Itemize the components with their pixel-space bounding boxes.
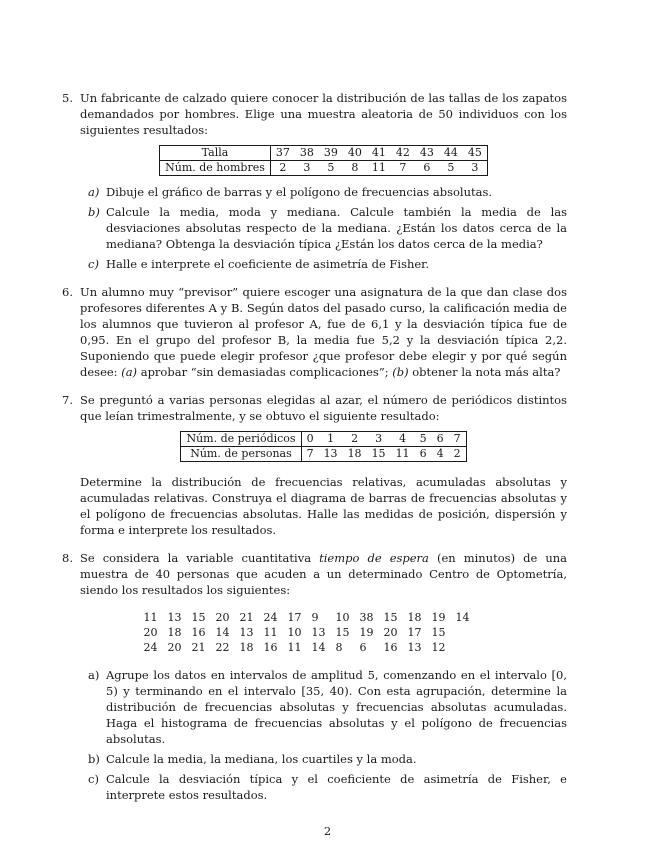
table-cell: 4 bbox=[436, 447, 444, 460]
problem-text: Se preguntó a varias personas elegidas al azar, el número de periódicos distintos que leían trimestralmente, y se obtuvo el siguiente resultado: bbox=[80, 393, 567, 423]
problem-8-subitems bbox=[62, 667, 567, 803]
data-value: 21 bbox=[191, 641, 206, 654]
table-cell: 7 bbox=[399, 161, 407, 174]
list-item bbox=[88, 751, 567, 767]
list-item bbox=[88, 771, 567, 803]
data-value: 11 bbox=[263, 626, 278, 639]
problem-number: 6. bbox=[62, 285, 73, 299]
table-cell: 11 bbox=[371, 161, 386, 174]
data-value: 16 bbox=[191, 626, 206, 639]
problem-number: 5. bbox=[62, 91, 73, 105]
data-value: 20 bbox=[383, 626, 398, 639]
data-value: 13 bbox=[239, 626, 254, 639]
data-row bbox=[144, 640, 504, 655]
table-row bbox=[181, 447, 466, 462]
data-value: 10 bbox=[287, 626, 302, 639]
data-value: 20 bbox=[143, 626, 158, 639]
data-value: 15 bbox=[191, 611, 206, 624]
item-label: b) bbox=[88, 752, 100, 766]
list-item bbox=[88, 256, 567, 272]
data-row bbox=[144, 610, 504, 625]
problem-number: 8. bbox=[62, 551, 73, 565]
table-cell: 45 bbox=[463, 146, 488, 161]
list-item bbox=[88, 184, 567, 200]
data-value: 24 bbox=[143, 641, 158, 654]
problem-7 bbox=[62, 392, 567, 538]
table-cell: 13 bbox=[323, 447, 338, 460]
text-part: Un alumno muy “previsor” quiere escoger una asignatura de la que dan clase dos profesores diferentes A y B. Según datos del pasado curso, la calificación media de los alumnos que tuvieron al profesor A, fue de 6,1 y la desviación típica fue de 0,95. En el grupo del profesor B, la media fue 5,2 y la desviación típica 2,2. Suponiendo que puede elegir profesor ¿que profesor debe elegir y por qué según desee: bbox=[80, 285, 567, 379]
text-part: (en minutos) de una muestra de 40 personas que acuden a un determinado Centro de Optometría, siendo los resultados los siguientes: bbox=[80, 551, 567, 597]
data-value: 17 bbox=[407, 626, 422, 639]
item-label: b) bbox=[88, 205, 100, 219]
size-frequency-table bbox=[159, 145, 488, 176]
table-cell: 1 bbox=[327, 432, 335, 445]
data-value: 8 bbox=[335, 641, 343, 654]
data-value: 22 bbox=[215, 641, 230, 654]
table-cell: 42 bbox=[395, 146, 410, 159]
table-cell: 41 bbox=[371, 146, 386, 159]
newspaper-frequency-table bbox=[180, 431, 466, 462]
table-cell: 5 bbox=[419, 432, 427, 445]
table-cell: 15 bbox=[371, 447, 386, 460]
row-label: Núm. de periódicos bbox=[181, 432, 301, 447]
row-label: Talla bbox=[160, 146, 271, 161]
problem-text-continued: Determine la distribución de frecuencias relativas, acumuladas absolutas y acumuladas relativas. Construya el diagrama de barras de frecuencias absolutas y el polígono de frecuencias absolutas. Halle las medidas de posición, dispersión y forma e interprete los resultados. bbox=[80, 475, 567, 537]
item-text: Calcule la desviación típica y el coeficiente de asimetría de Fisher, e interprete estos resultados. bbox=[106, 772, 567, 802]
table-cell: 3 bbox=[463, 161, 488, 176]
problem-number: 7. bbox=[62, 393, 73, 407]
text-part: aprobar “sin demasiadas complicaciones”; bbox=[137, 365, 393, 379]
table-row bbox=[181, 432, 466, 447]
data-value: 9 bbox=[311, 611, 319, 624]
problem-5-subitems bbox=[62, 184, 567, 272]
problem-5 bbox=[62, 90, 567, 184]
data-value: 18 bbox=[407, 611, 422, 624]
table-cell: 43 bbox=[419, 146, 434, 159]
list-item bbox=[88, 667, 567, 747]
data-value: 20 bbox=[167, 641, 182, 654]
page-content bbox=[62, 90, 567, 803]
data-value: 11 bbox=[287, 641, 302, 654]
data-value: 16 bbox=[383, 641, 398, 654]
data-value: 38 bbox=[359, 611, 374, 624]
problem-8 bbox=[62, 550, 567, 667]
table-cell: 18 bbox=[347, 447, 362, 460]
data-value: 19 bbox=[431, 611, 446, 624]
table-cell: 6 bbox=[436, 432, 444, 445]
data-value: 18 bbox=[167, 626, 182, 639]
table-cell: 44 bbox=[443, 146, 458, 159]
data-value: 13 bbox=[311, 626, 326, 639]
table-cell: 39 bbox=[323, 146, 338, 159]
table-cell: 5 bbox=[447, 161, 455, 174]
problem-text: Un fabricante de calzado quiere conocer la distribución de las tallas de los zapatos demandados por hombres. Elige una muestra aleatoria de 50 individuos con los siguientes resultados: bbox=[80, 91, 567, 137]
problem-text bbox=[80, 284, 567, 380]
item-label: c) bbox=[88, 257, 99, 271]
item-text: Halle e interprete el coeficiente de asimetría de Fisher. bbox=[106, 257, 430, 271]
row-label: Núm. de personas bbox=[181, 447, 301, 462]
data-value: 16 bbox=[263, 641, 278, 654]
table-cell: 38 bbox=[299, 146, 314, 159]
item-text: Calcule la media, la mediana, los cuartiles y la moda. bbox=[106, 752, 417, 766]
data-value: 24 bbox=[263, 611, 278, 624]
table-cell: 2 bbox=[449, 447, 467, 462]
data-value: 15 bbox=[431, 626, 446, 639]
table-cell: 3 bbox=[375, 432, 383, 445]
table-cell: 8 bbox=[351, 161, 359, 174]
table-cell: 5 bbox=[327, 161, 335, 174]
data-value: 20 bbox=[215, 611, 230, 624]
table-cell: 37 bbox=[275, 146, 290, 159]
data-value: 17 bbox=[287, 611, 302, 624]
item-label: a) bbox=[88, 185, 100, 199]
table-row bbox=[160, 146, 488, 161]
table-row bbox=[160, 161, 488, 176]
data-value: 13 bbox=[407, 641, 422, 654]
problem-text bbox=[80, 550, 567, 598]
table-cell: 7 bbox=[306, 447, 314, 460]
item-text: Calcule la media, moda y mediana. Calcule también la media de las desviaciones absolutas respecto de la mediana. ¿Están los datos cerca de la mediana? Obtenga la desviación típica ¿Están los datos cerca de la media? bbox=[106, 205, 567, 251]
item-text: Dibuje el gráfico de barras y el polígono de frecuencias absolutas. bbox=[106, 185, 493, 199]
data-value: 6 bbox=[359, 641, 367, 654]
item-label: a) bbox=[88, 668, 100, 682]
data-value: 14 bbox=[311, 641, 326, 654]
table-cell: 2 bbox=[351, 432, 359, 445]
table-cell: 6 bbox=[419, 447, 427, 460]
data-value: 11 bbox=[143, 611, 158, 624]
data-value: 12 bbox=[431, 641, 446, 654]
data-value: 21 bbox=[239, 611, 254, 624]
emphasized-term: tiempo de espera bbox=[319, 551, 429, 565]
data-row bbox=[144, 625, 504, 640]
item-text: Agrupe los datos en intervalos de amplitud 5, comenzando en el intervalo [0, 5) y terminando en el intervalo [35, 40). Con esta agrupación, determine la distribución de frecuencias absolutas y frecuencias absolutas acumuladas. Haga el histograma de frecuencias absolutas y el polígono de frecuencias absolutas. bbox=[106, 668, 567, 746]
list-item bbox=[88, 204, 567, 252]
table-cell: 2 bbox=[279, 161, 287, 174]
table-cell: 4 bbox=[399, 432, 407, 445]
data-value: 18 bbox=[239, 641, 254, 654]
table-cell: 0 bbox=[306, 432, 314, 445]
table-cell: 40 bbox=[347, 146, 362, 159]
option-label: (b) bbox=[392, 365, 409, 379]
text-part: Se considera la variable cuantitativa bbox=[80, 551, 320, 565]
data-value: 19 bbox=[359, 626, 374, 639]
data-value: 10 bbox=[335, 611, 350, 624]
table-cell: 11 bbox=[395, 447, 410, 460]
data-value: 14 bbox=[455, 611, 470, 624]
row-label: Núm. de hombres bbox=[160, 161, 271, 176]
problem-6 bbox=[62, 284, 567, 380]
page-number: 2 bbox=[323, 824, 332, 838]
data-value: 15 bbox=[383, 611, 398, 624]
waiting-time-data bbox=[144, 610, 504, 655]
table-cell: 3 bbox=[303, 161, 311, 174]
table-cell: 7 bbox=[449, 432, 467, 447]
text-part: obtener la nota más alta? bbox=[408, 365, 561, 379]
data-value: 14 bbox=[215, 626, 230, 639]
data-value: 13 bbox=[167, 611, 182, 624]
table-cell: 6 bbox=[423, 161, 431, 174]
item-label: c) bbox=[88, 772, 99, 786]
data-value: 15 bbox=[335, 626, 350, 639]
option-label: (a) bbox=[121, 365, 138, 379]
